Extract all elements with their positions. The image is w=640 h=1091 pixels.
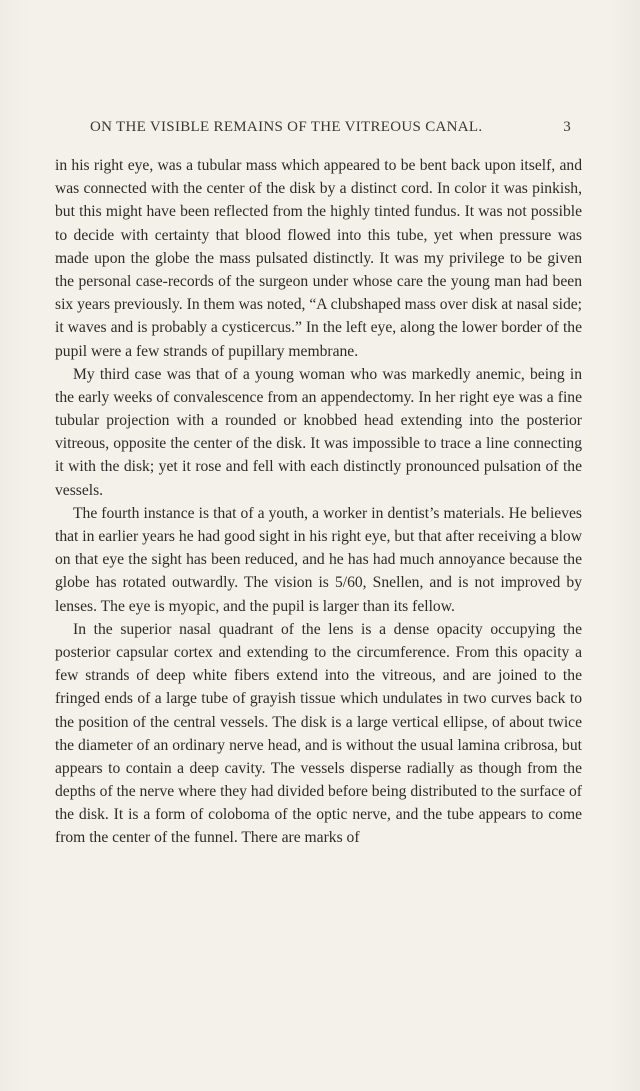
body-text [55,154,582,850]
paragraph-third-case: My third case was that of a young woman who was markedly anemic, being in the early weeks of convalescence from an appendectomy. In her right eye was a fine tubular projection with a rounded or knobbed head extending into the posterior vitreous, opposite the center of the disk. It was impossible to trace a line connecting it with the disk; yet it rose and fell with each distinctly pronounced pulsation of the vessels. [55,365,582,499]
paragraph-fourth-instance: The fourth instance is that of a youth, a worker in dentist’s materials. He believes that in earlier years he had good sight in his right eye, but that after receiving a blow on that eye the sight has been reduced, and he has had much annoyance because the globe has rotated outwardly. The vision is 5/60, Snellen, and is not improved by lenses. The eye is myopic, and the pupil is larger than its fellow. [55,504,582,615]
running-head [87,119,571,139]
running-title: ON THE VISIBLE REMAINS OF THE VITREOUS CANAL. [90,119,483,135]
page-number: 3 [563,119,571,135]
paragraph-continued: in his right eye, was a tubular mass which appeared to be bent back upon itself, and was connected with the center of the disk by a distinct cord. In color it was pinkish, but this might have been reflected from the highly tinted fundus. It was not possible to decide with certainty that blood flowed into this tube, yet when pressure was made upon the globe the mass pulsated distinctly. It was my privilege to be given the personal case-records of the surgeon under whose care the young man had been six years previously. In them was noted, “A clubshaped mass over disk at nasal side; it waves and is probably a cysticercus.” In the left eye, along the lower border of the pupil were a few strands of pupillary membrane. [55,157,582,360]
paragraph-lens-opacity: In the superior nasal quadrant of the lens is a dense opacity occupying the posterior capsular cortex and extending to the circumference. From this opacity a few strands of deep white fibers extend into the vitreous, and are joined to the fringed ends of a large tube of grayish tissue which undulates in two curves back to the position of the central vessels. The disk is a large vertical ellipse, of about twice the diameter of an ordinary nerve head, and is without the usual lamina cribrosa, but appears to contain a deep cavity. The vessels disperse radially as though from the depths of the nerve where they had divided before being distributed to the surface of the disk. It is a form of coloboma of the optic nerve, and the tube appears to come from the center of the funnel. There are marks of [55,620,582,847]
